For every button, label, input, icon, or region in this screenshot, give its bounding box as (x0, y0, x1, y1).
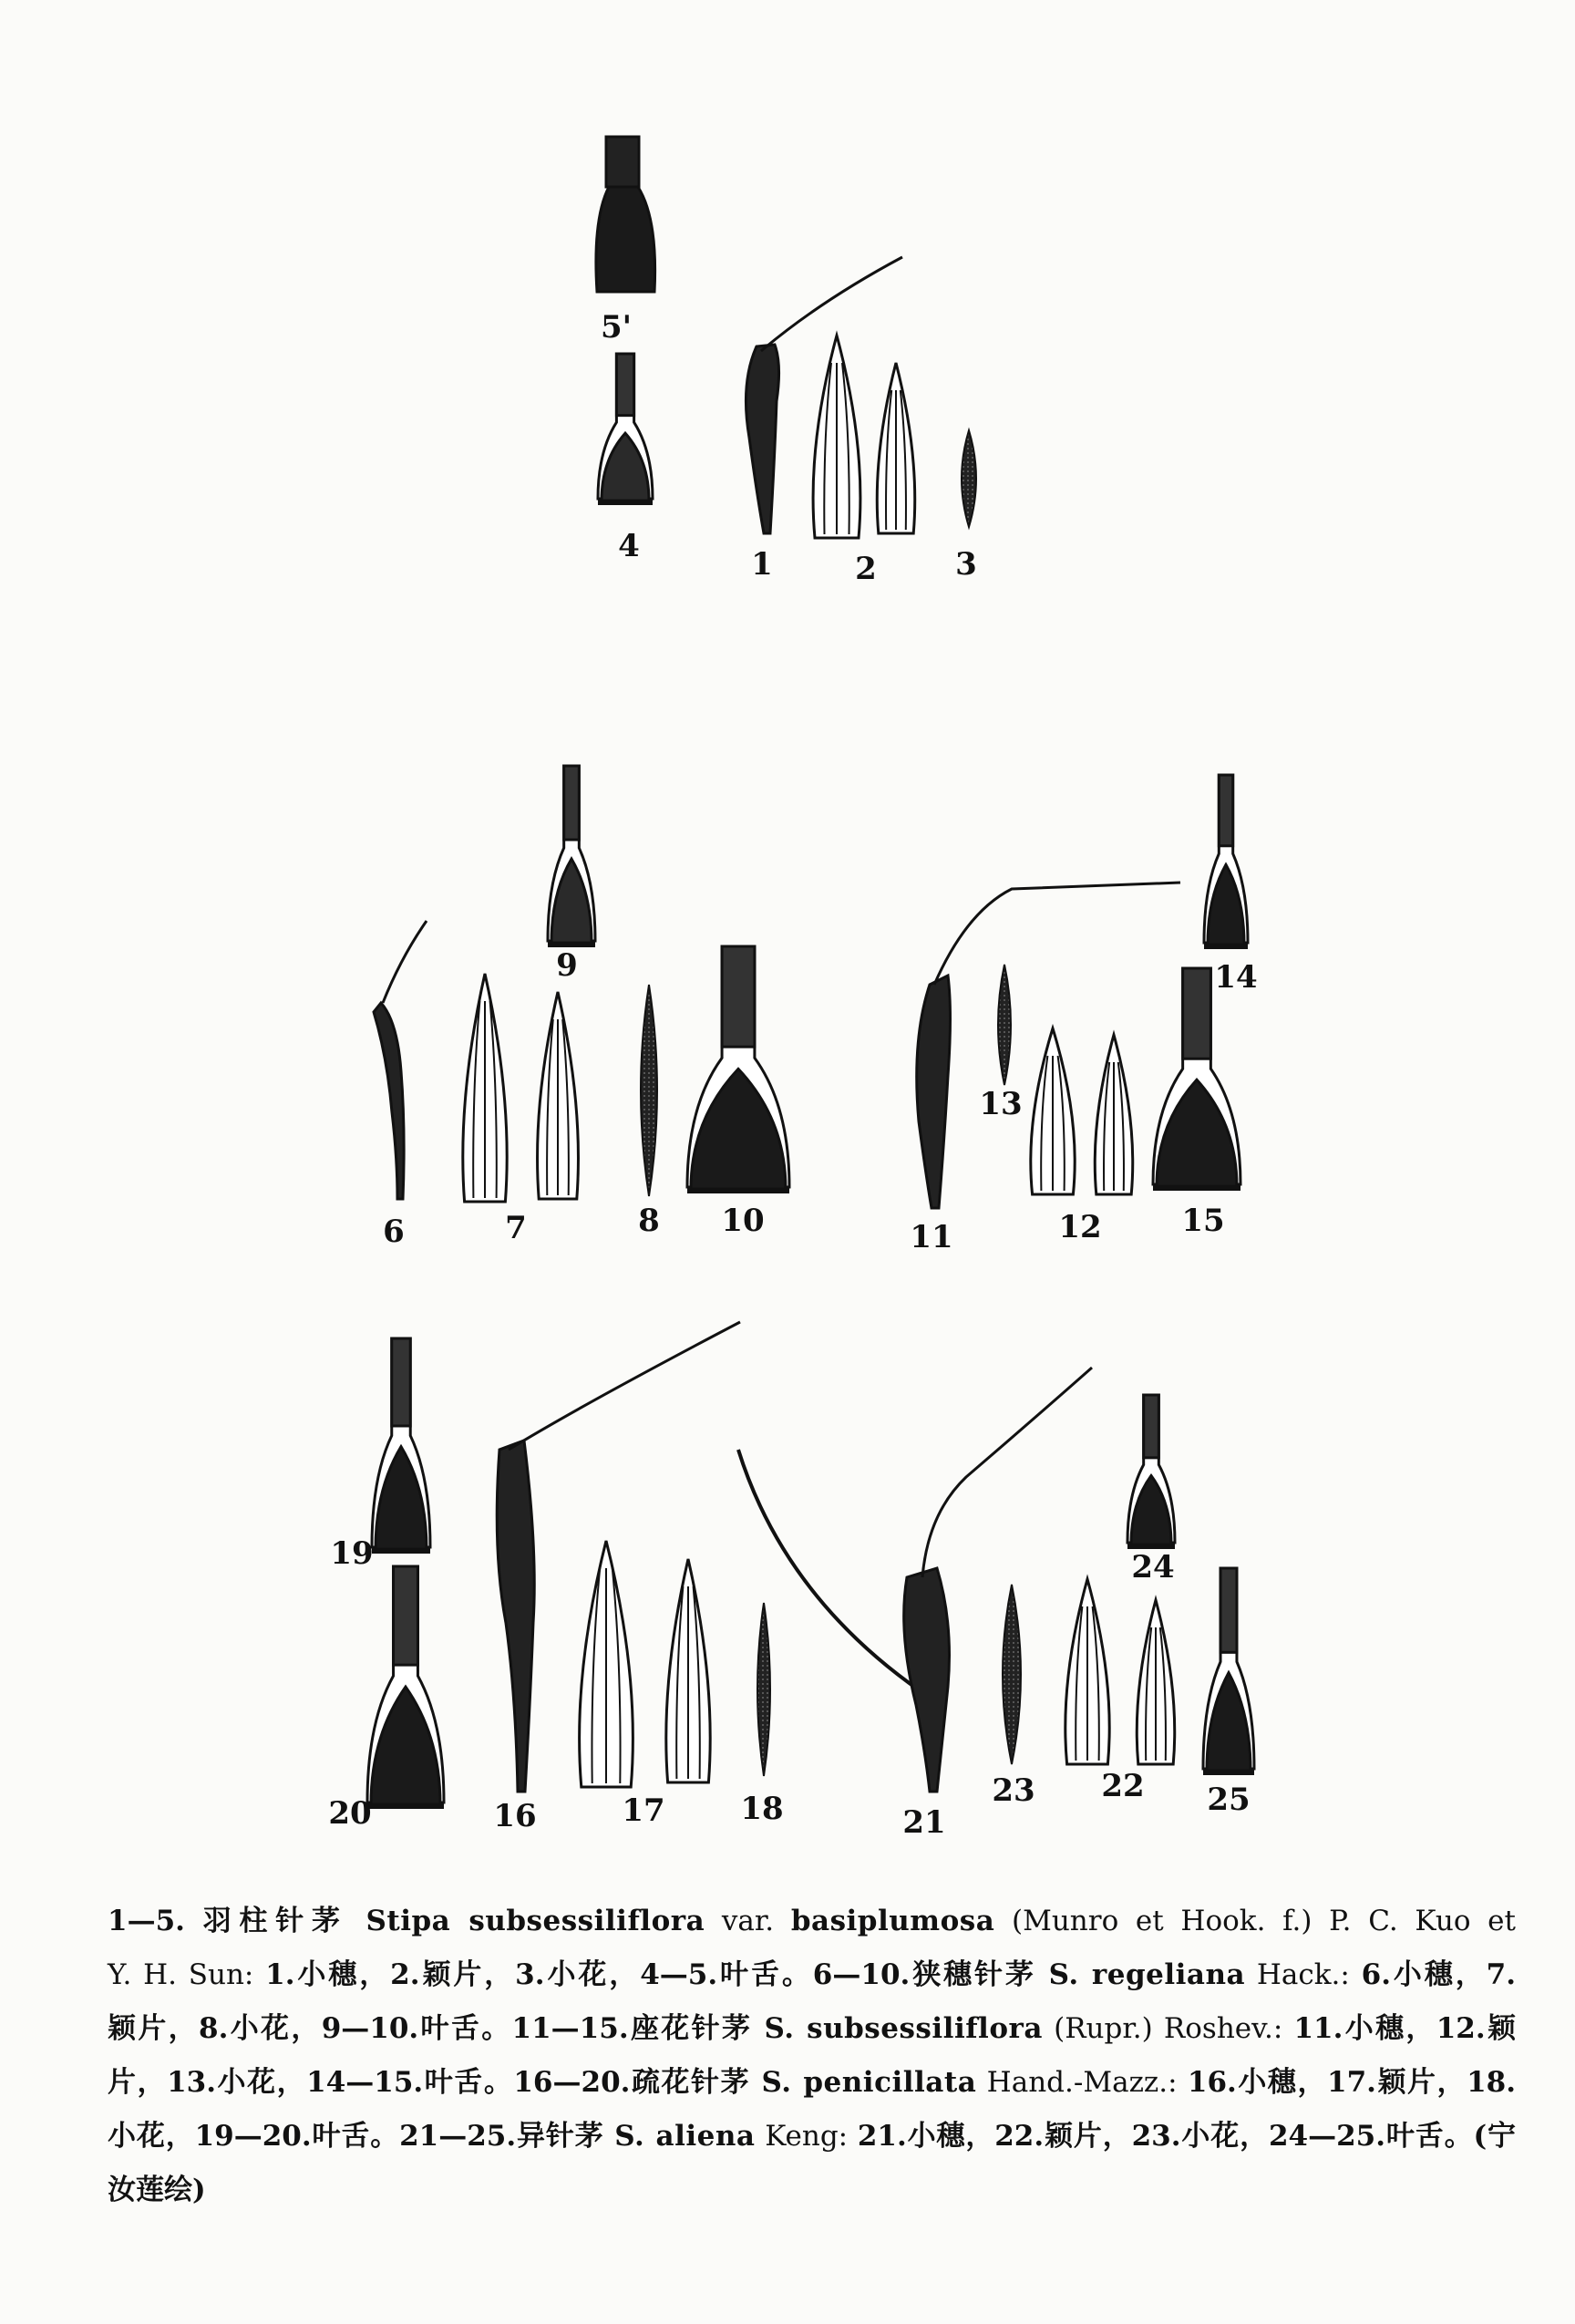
spikelet-16-awn (509, 1322, 740, 1450)
caption-segment: 1—5. (108, 1905, 203, 1937)
ligule-19-sheath (392, 1338, 410, 1426)
figure-label-12: 12 (1058, 1209, 1102, 1245)
caption-segment: 11.小穗，12.颖 (1293, 2012, 1517, 2045)
spikelet-1-awn (761, 257, 902, 351)
ligule-14-sheath (1219, 775, 1232, 846)
ligule-24-sheath (1144, 1395, 1159, 1458)
caption-line (108, 2002, 1516, 2056)
caption-segment: S. aliena (614, 2120, 756, 2153)
caption-segment: S. subsessiliflora (764, 2012, 1043, 2045)
drawings (367, 137, 1254, 1806)
figure-label-23: 23 (992, 1772, 1035, 1809)
caption-segment: 颖片，8.小花，9—10.叶舌。11—15. (108, 2012, 629, 2045)
caption-line (108, 2056, 1516, 2110)
caption-segment: 疏花针茅 (630, 2066, 762, 2099)
caption-segment: 片，13.小花，14—15.叶舌。16—20. (108, 2066, 631, 2099)
caption-segment: Hack.: (1245, 1958, 1362, 1991)
spikelet-11-awn (934, 883, 1180, 985)
caption-segment: 小花，19—20.叶舌。21—25. (108, 2120, 517, 2153)
floret-23-body (1003, 1585, 1021, 1764)
caption-segment: 16.小穗，17.颖片，18. (1187, 2066, 1517, 2099)
figure-label-14: 14 (1214, 959, 1258, 996)
floret-13-body (998, 965, 1011, 1085)
figure-label-5p: 5' (600, 309, 633, 346)
figure-label-13: 13 (979, 1086, 1023, 1122)
figure-label-25: 25 (1207, 1782, 1251, 1818)
spikelet-1-body (746, 345, 778, 533)
figure-caption (108, 1895, 1516, 2217)
spikelet-6-body (374, 1003, 404, 1199)
ligule-10-sheath (722, 946, 755, 1047)
figure-label-24: 24 (1131, 1549, 1175, 1585)
caption-segment: (Rupr.) Roshev.: (1042, 2012, 1294, 2045)
caption-segment: 羽柱针茅 (202, 1905, 366, 1937)
figure-label-16: 16 (493, 1798, 537, 1834)
figure-label-22: 22 (1101, 1768, 1145, 1804)
caption-segment: Keng: (755, 2120, 858, 2153)
figure-label-17: 17 (622, 1792, 665, 1829)
figure-label-2: 2 (855, 551, 877, 587)
figure-label-7: 7 (505, 1210, 527, 1246)
caption-segment: 狭穗针茅 (910, 1958, 1049, 1991)
ligule-5-sheath (606, 137, 639, 187)
floret-8-body (641, 985, 657, 1196)
ligule-9-sheath (564, 766, 580, 840)
caption-segment: Stipa subsessiliflora (365, 1905, 705, 1937)
caption-line (108, 2110, 1516, 2164)
caption-line (108, 1895, 1516, 1948)
figure-label-1: 1 (751, 546, 773, 583)
figure-label-3: 3 (955, 546, 977, 583)
ligule-25-sheath (1220, 1568, 1237, 1652)
caption-segment: Y. H. Sun: (108, 1958, 266, 1991)
spikelet-6-awn (383, 921, 427, 1003)
caption-segment: 21.小穗，22.颖片，23.小花，24—25.叶舌。(宁 (857, 2120, 1516, 2153)
caption-segment: 6.小穗，7. (1361, 1958, 1517, 1991)
ligule-20-sheath (394, 1566, 418, 1665)
spikelet-21-body (904, 1568, 950, 1792)
figure-label-4: 4 (618, 528, 640, 564)
spikelet-21-awn (922, 1368, 1092, 1577)
figure-label-11: 11 (910, 1219, 953, 1255)
ligule-5-body (596, 187, 655, 292)
caption-segment: 异针茅 (516, 2120, 615, 2153)
caption-line (108, 1948, 1516, 2002)
caption-segment: Hand.-Mazz.: (976, 2066, 1188, 2099)
caption-line (108, 2164, 1516, 2217)
floret-18-body (757, 1603, 770, 1776)
figure-label-21: 21 (902, 1804, 946, 1841)
figure-label-10: 10 (721, 1203, 765, 1239)
figure-label-19: 19 (330, 1535, 374, 1572)
ligule-15-sheath (1183, 968, 1211, 1059)
figure-label-15: 15 (1181, 1203, 1225, 1239)
caption-segment: S. penicillata (761, 2066, 977, 2099)
caption-segment: S. regeliana (1048, 1958, 1246, 1991)
caption-segment: 汝莲绘) (108, 2174, 206, 2206)
figure-label-18: 18 (740, 1791, 784, 1827)
caption-segment: var. (705, 1905, 791, 1937)
caption-segment: (Munro et Hook. f.) P. C. Kuo et (994, 1905, 1516, 1937)
figure-label-20: 20 (328, 1795, 372, 1832)
floret-3-body (962, 430, 976, 527)
spikelet-16-body (497, 1441, 534, 1792)
figure-label-9: 9 (556, 947, 578, 984)
caption-segment: 座花针茅 (628, 2012, 765, 2045)
caption-segment: 1.小穗，2.颖片，3.小花，4—5.叶舌。6—10. (265, 1958, 911, 1991)
caption-segment: basiplumosa (790, 1905, 995, 1937)
figure-label-6: 6 (383, 1214, 405, 1250)
ligule-4-sheath (616, 354, 633, 416)
figure-label-8: 8 (638, 1203, 660, 1239)
spikelet-11-body (917, 976, 951, 1208)
